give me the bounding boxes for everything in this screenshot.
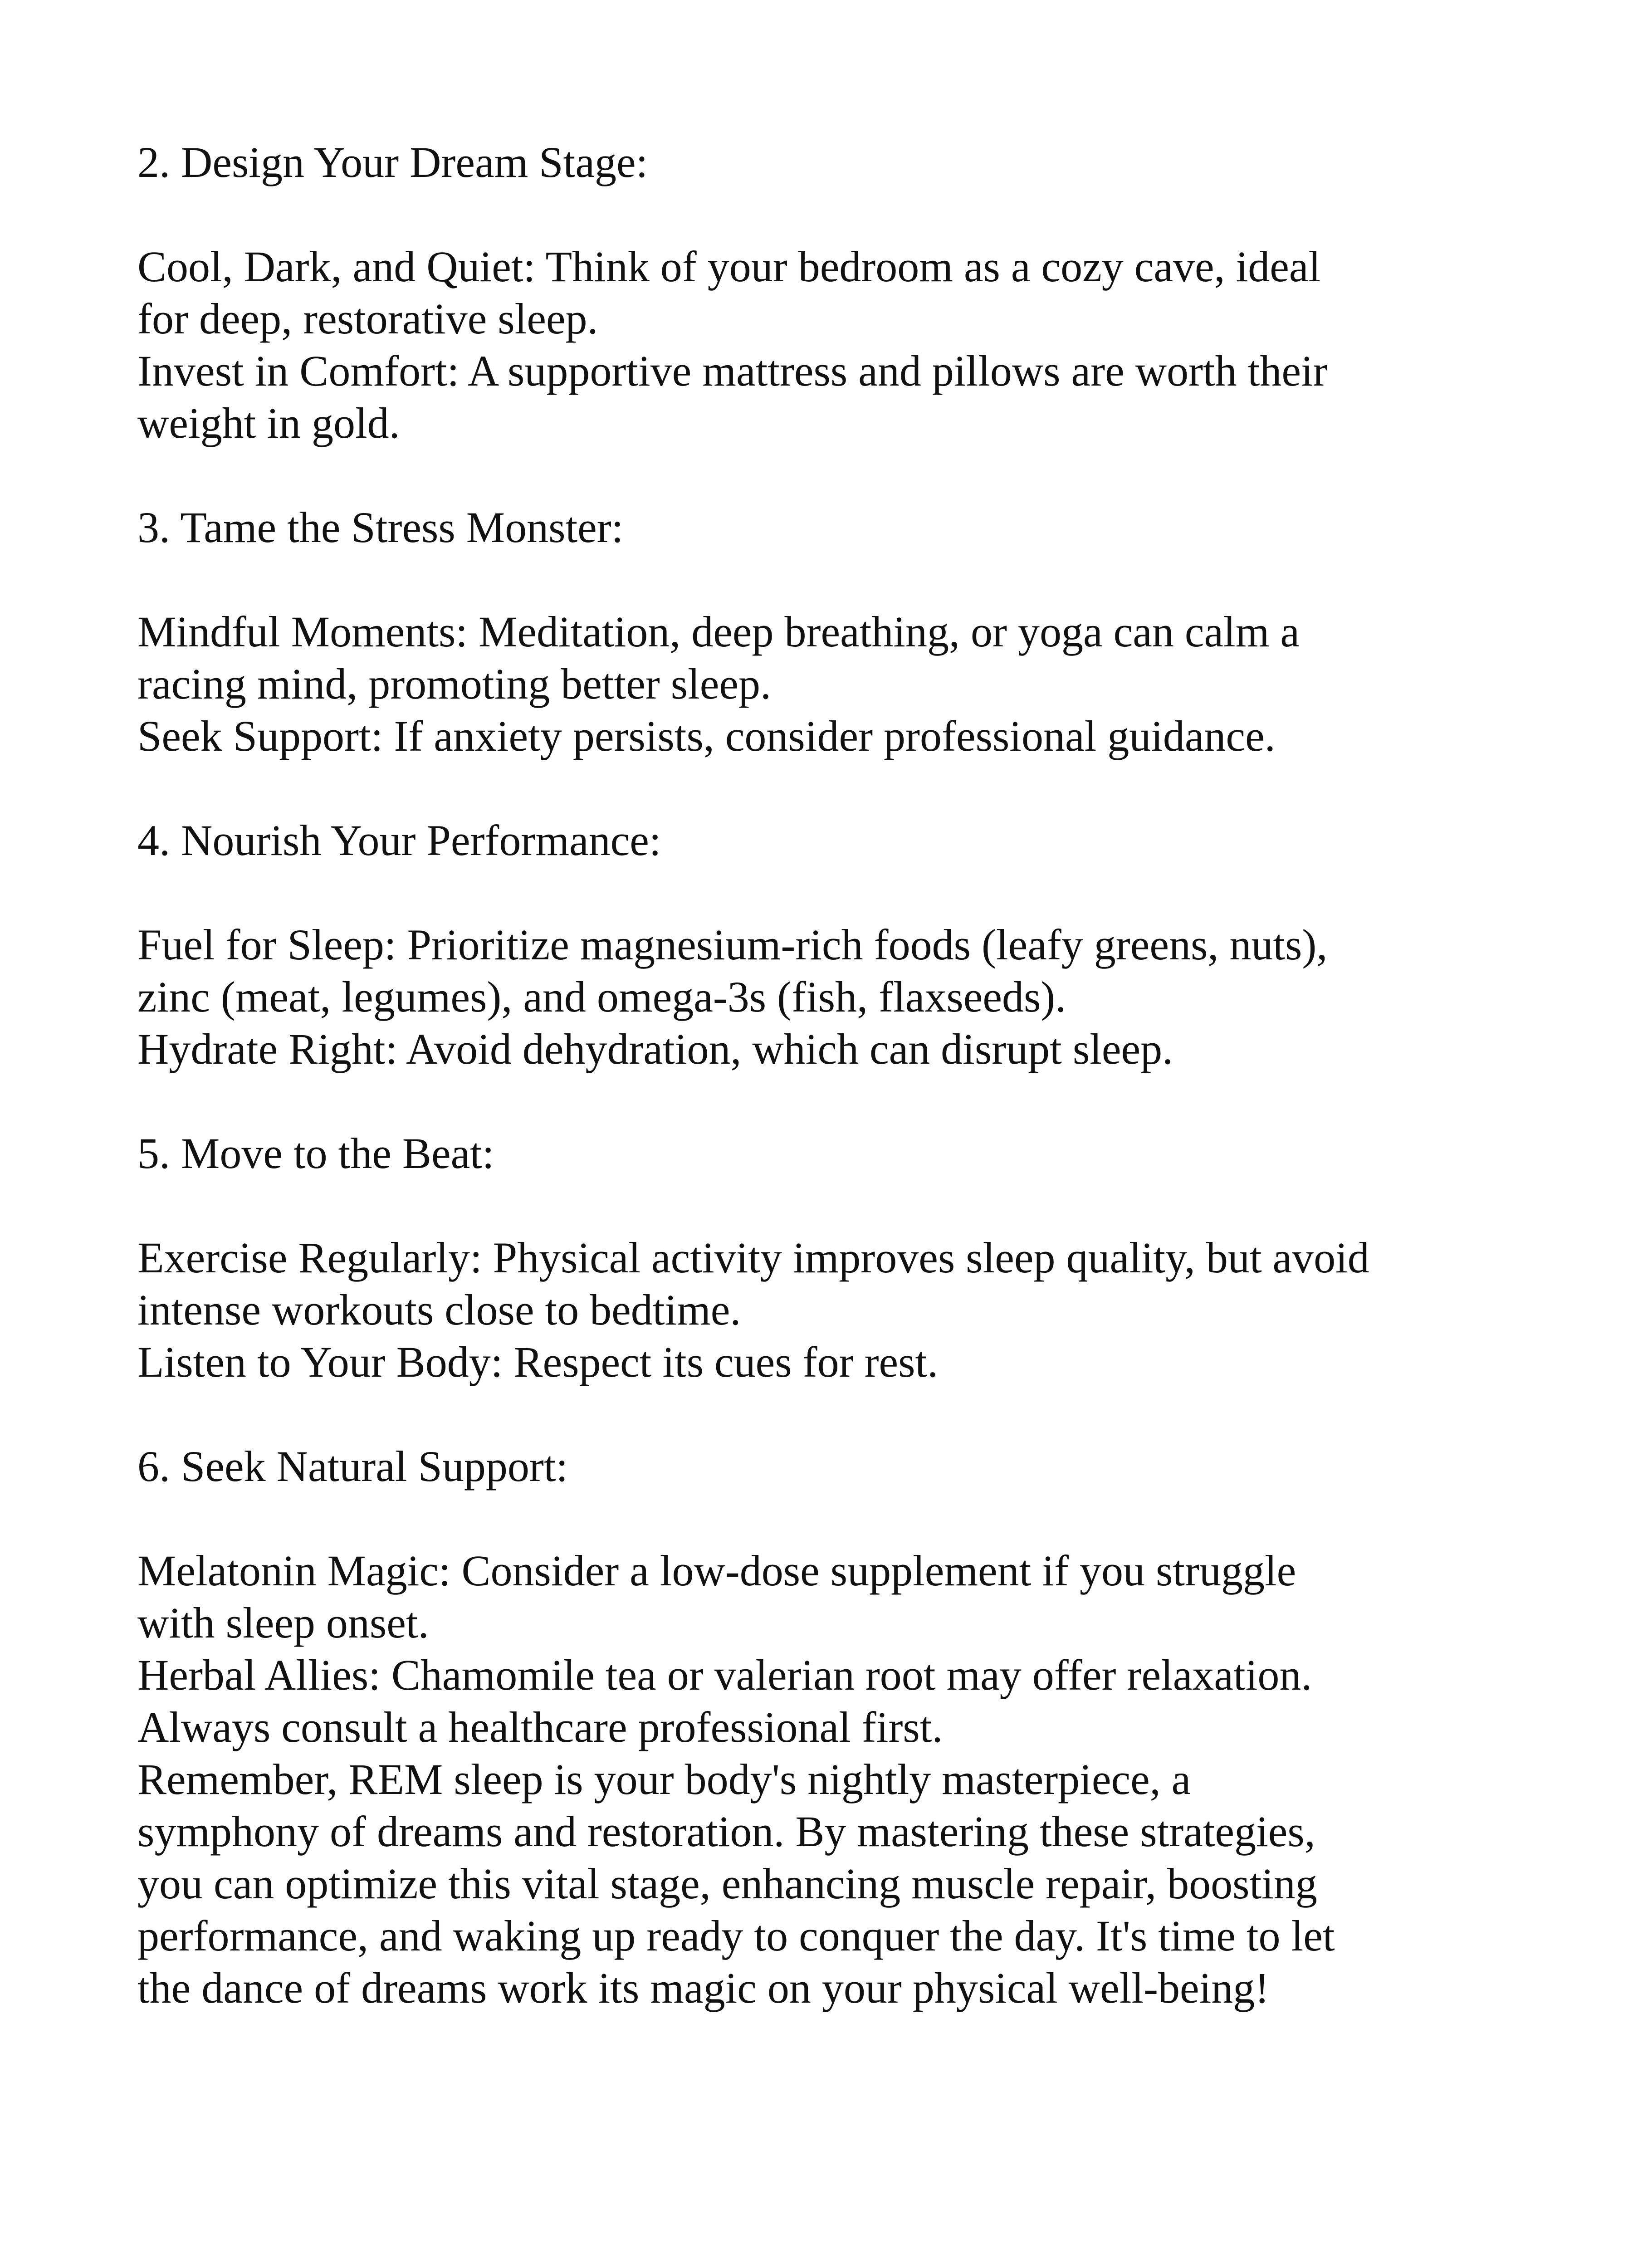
paragraph-gap (137, 449, 1498, 501)
body-line: Melatonin Magic: Consider a low-dose supplement if you struggle (137, 1546, 1296, 1595)
paragraph-gap (137, 1075, 1498, 1127)
body-line: for deep, restorative sleep. (137, 294, 598, 343)
body-line: Cool, Dark, and Quiet: Think of your bedroom as a cozy cave, ideal (137, 242, 1321, 291)
body-line: Listen to Your Body: Respect its cues for rest. (137, 1338, 939, 1386)
paragraph-gap (137, 188, 1498, 240)
section-heading: 6. Seek Natural Support: (137, 1442, 568, 1491)
paragraph-gap (137, 866, 1498, 919)
paragraph-gap (137, 762, 1498, 814)
body-line: racing mind, promoting better sleep. (137, 660, 771, 708)
body-line: Always consult a healthcare professional first. (137, 1703, 943, 1751)
body-line: the dance of dreams work its magic on your physical well-being! (137, 1964, 1270, 2012)
body-line: you can optimize this vital stage, enhancing muscle repair, boosting (137, 1859, 1317, 1908)
section-heading: 4. Nourish Your Performance: (137, 816, 661, 865)
body-line: Hydrate Right: Avoid dehydration, which can disrupt sleep. (137, 1025, 1173, 1073)
body-line: intense workouts close to bedtime. (137, 1286, 741, 1334)
section-heading: 3. Tame the Stress Monster: (137, 503, 624, 552)
paragraph-gap (137, 1492, 1498, 1545)
body-line: with sleep onset. (137, 1598, 429, 1647)
section-heading: 5. Move to the Beat: (137, 1129, 494, 1178)
body-line: weight in gold. (137, 399, 400, 447)
body-line: Mindful Moments: Meditation, deep breathing, or yoga can calm a (137, 607, 1300, 656)
body-line: Remember, REM sleep is your body's nightly masterpiece, a (137, 1755, 1191, 1804)
paragraph-gap (137, 1388, 1498, 1440)
body-line: Invest in Comfort: A supportive mattress and pillows are worth their (137, 347, 1328, 395)
body-line: Seek Support: If anxiety persists, consider professional guidance. (137, 712, 1276, 760)
body-line: zinc (meat, legumes), and omega-3s (fish, flaxseeds). (137, 973, 1066, 1021)
body-line: Fuel for Sleep: Prioritize magnesium-rich foods (leafy greens, nuts), (137, 920, 1328, 969)
document-body (137, 136, 1498, 2014)
paragraph-gap (137, 1179, 1498, 1232)
body-line: symphony of dreams and restoration. By mastering these strategies, (137, 1807, 1315, 1856)
paragraph-gap (137, 553, 1498, 606)
body-line: Herbal Allies: Chamomile tea or valerian root may offer relaxation. (137, 1651, 1312, 1699)
section-heading: 2. Design Your Dream Stage: (137, 138, 648, 186)
body-line: performance, and waking up ready to conquer the day. It's time to let (137, 1911, 1335, 1960)
body-line: Exercise Regularly: Physical activity improves sleep quality, but avoid (137, 1233, 1369, 1282)
